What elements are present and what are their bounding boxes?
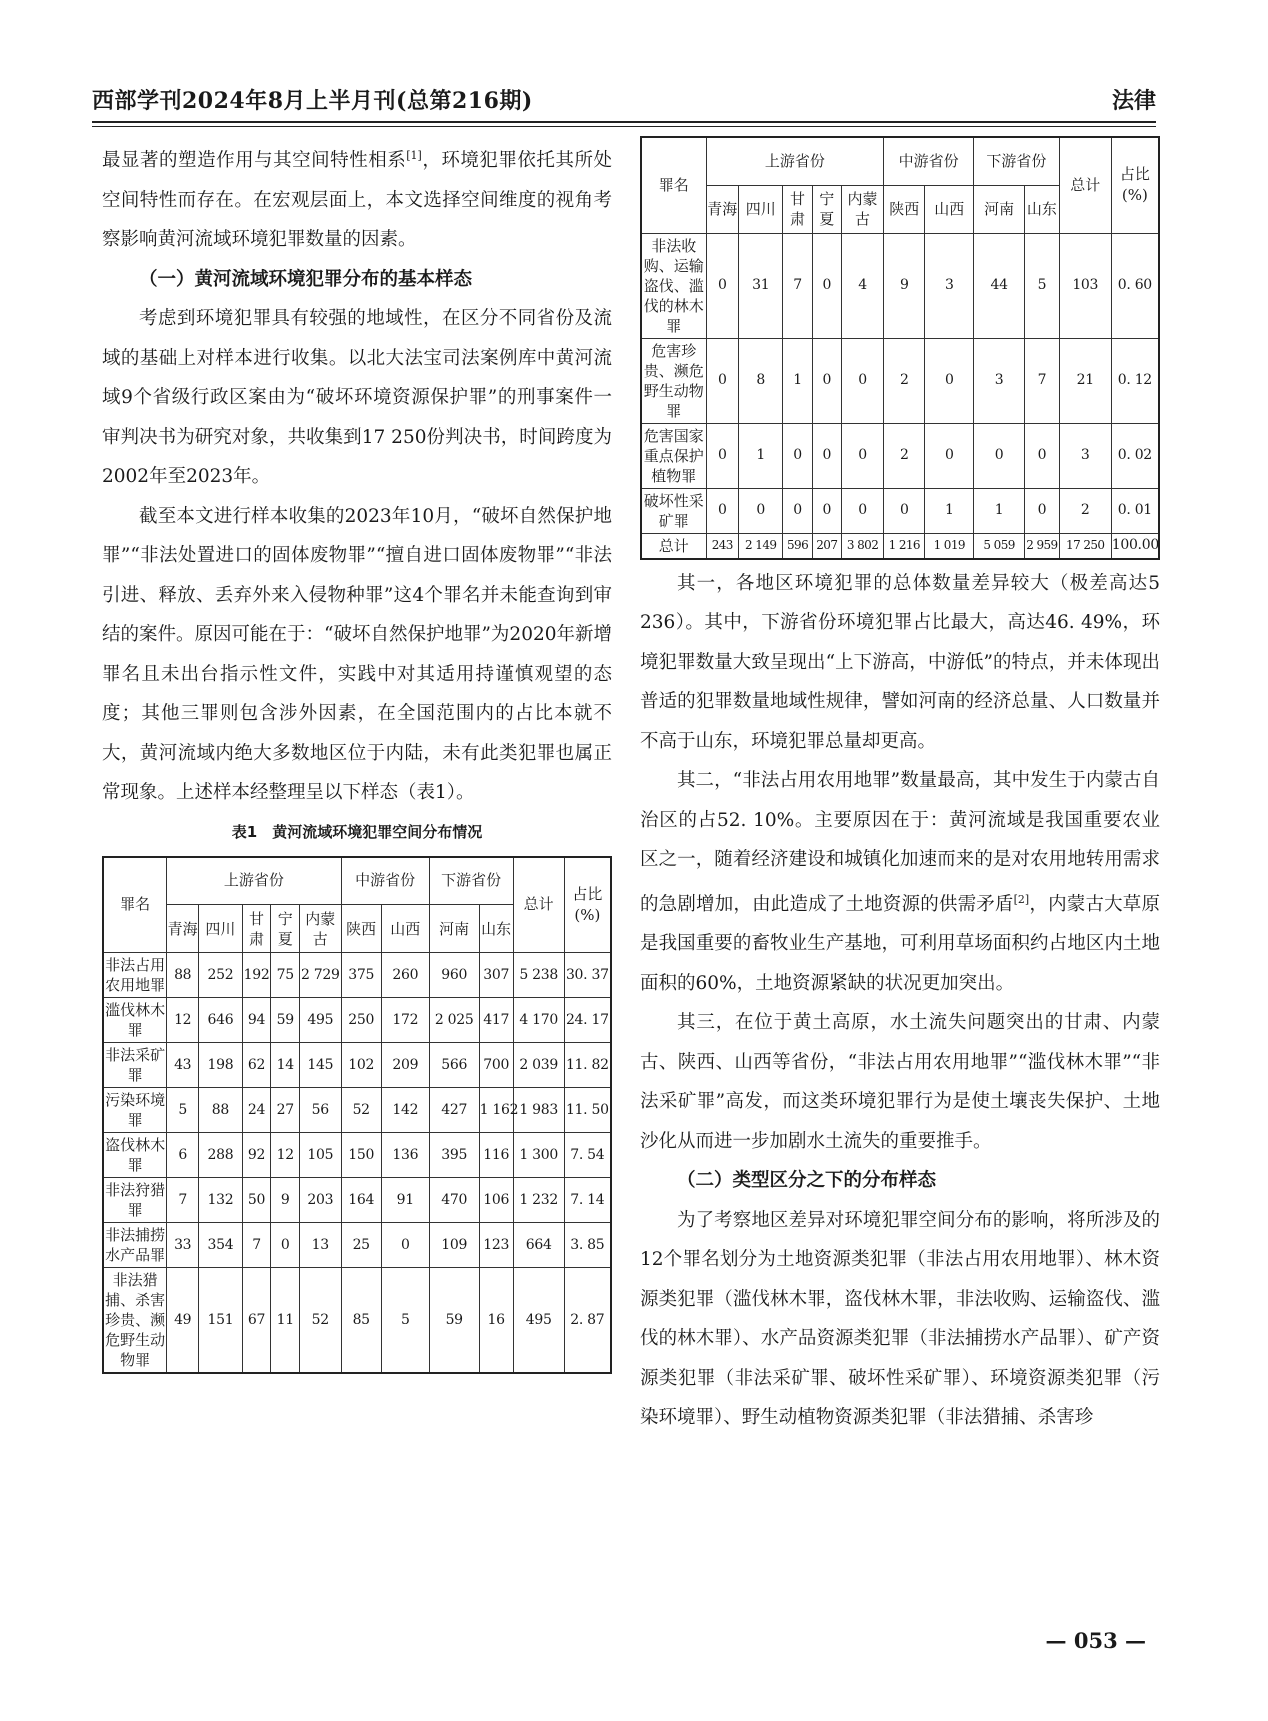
table-row: [641, 338, 1159, 423]
crime-name-cell: 非法捕捞水产品罪: [103, 1223, 167, 1268]
count-cell: 7: [167, 1178, 199, 1223]
count-cell: 44: [974, 233, 1025, 338]
table-caption: 表1 黄河流域环境犯罪空间分布情况: [231, 822, 483, 841]
col-header-province: 甘肃: [783, 185, 812, 233]
count-cell: 12: [271, 1133, 300, 1178]
col-header-upper: 上游省份: [706, 137, 884, 185]
table-row: [103, 1268, 611, 1374]
journal-title: 西部学刊2024年8月上半月刊(总第216期): [92, 88, 533, 114]
count-cell: 62: [242, 1043, 271, 1088]
crime-name-cell: 破坏性采矿罪: [641, 488, 706, 533]
total-cell: 2 039: [513, 1043, 564, 1088]
count-cell: 243: [706, 533, 739, 559]
pct-cell: 2. 87: [564, 1268, 611, 1374]
total-cell: 495: [513, 1268, 564, 1374]
pct-cell: 0. 12: [1111, 338, 1159, 423]
count-cell: 6: [167, 1133, 199, 1178]
count-cell: 88: [199, 1088, 243, 1133]
pct-cell: 0. 02: [1111, 423, 1159, 488]
count-cell: 4: [841, 233, 883, 338]
col-header-lower: 下游省份: [429, 857, 513, 905]
count-cell: 105: [300, 1133, 341, 1178]
count-cell: 16: [479, 1268, 513, 1374]
count-cell: 427: [429, 1088, 479, 1133]
count-cell: 116: [479, 1133, 513, 1178]
count-cell: 164: [341, 1178, 381, 1223]
pct-cell: 11. 50: [564, 1088, 611, 1133]
count-cell: 9: [884, 233, 925, 338]
crime-name-cell: 污染环境罪: [103, 1088, 167, 1133]
table-row: [103, 1178, 611, 1223]
count-cell: 0: [841, 338, 883, 423]
count-cell: 250: [341, 998, 381, 1043]
paragraph: 考虑到环境犯罪具有较强的地域性，在区分不同省份及流域的基础上对样本进行收集。以北大法宝司法案例库中黄河流域9个省级行政区案由为“破坏环境资源保护罪”的刑事案件一审判决书为研究对象，共收集到17 250份判决书，时间跨度为2002年至2023年。: [102, 308, 612, 488]
pct-cell: 7. 14: [564, 1178, 611, 1223]
col-header-province: 宁夏: [812, 185, 841, 233]
count-cell: 11: [271, 1268, 300, 1374]
table-row: [641, 423, 1159, 488]
total-cell: 664: [513, 1223, 564, 1268]
count-cell: 2 025: [429, 998, 479, 1043]
header-rule-thin: [92, 126, 1156, 127]
paragraph: 其三，在位于黄土高原，水土流失问题突出的甘肃、内蒙古、陕西、山西等省份，“非法占用农用地罪”“滥伐林木罪”“非法采矿罪”高发，而这类环境犯罪行为是使土壤丧失保护、土地沙化从而进一步加剧水土流失的重要推手。: [640, 1012, 1160, 1152]
col-header-province: 甘肃: [242, 905, 271, 953]
count-cell: 354: [199, 1223, 243, 1268]
count-cell: 0: [925, 338, 974, 423]
count-cell: 142: [381, 1088, 429, 1133]
total-cell: 3: [1059, 423, 1111, 488]
col-header-middle: 中游省份: [884, 137, 974, 185]
count-cell: 1: [974, 488, 1025, 533]
col-header-province: 山东: [479, 905, 513, 953]
section-heading: （二）类型区分之下的分布样态: [677, 1170, 937, 1192]
paragraph: [640, 761, 1160, 1003]
citation-ref: [1]: [406, 149, 422, 162]
col-header-province: 内蒙古: [841, 185, 883, 233]
table-row: [103, 1043, 611, 1088]
col-header-total: 总计: [1059, 137, 1111, 233]
count-cell: 252: [199, 953, 243, 998]
count-cell: 0: [841, 488, 883, 533]
count-cell: 198: [199, 1043, 243, 1088]
paragraph: 其一，各地区环境犯罪的总体数量差异较大（极差高达5 236）。其中，下游省份环境犯罪占比最大，高达46. 49%，环境犯罪数量大致呈现出“上下游高，中游低”的特点，并未体现出普适的犯罪数量地域性规律，譬如河南的经济总量、人口数量并不高于山东，环境犯罪总量却更高。: [640, 572, 1160, 752]
total-cell: 21: [1059, 338, 1111, 423]
col-header-province: 山西: [381, 905, 429, 953]
count-cell: 27: [271, 1088, 300, 1133]
col-header-province: 青海: [706, 185, 739, 233]
count-cell: 3 802: [841, 533, 883, 559]
table-row: [103, 998, 611, 1043]
crime-name-cell: 滥伐林木罪: [103, 998, 167, 1043]
count-cell: 59: [429, 1268, 479, 1374]
count-cell: 0: [841, 423, 883, 488]
count-cell: 14: [271, 1043, 300, 1088]
text: 其二，“非法占用农用地罪”数量最高，其中发生于内蒙古自治区的占52. 10%。主要原因在于：黄河流域是我国重要农业区之一，随着经济建设和城镇化加速而来的是对农用地转用需求的急剧增加，由此造成了土地资源的供需矛盾: [640, 770, 1160, 915]
col-header-province: 四川: [199, 905, 243, 953]
crime-name-cell: 危害国家重点保护植物罪: [641, 423, 706, 488]
count-cell: 0: [812, 488, 841, 533]
count-cell: 92: [242, 1133, 271, 1178]
count-cell: 1: [783, 338, 812, 423]
total-cell: 1 300: [513, 1133, 564, 1178]
citation-ref: [2]: [1013, 892, 1030, 906]
count-cell: 5: [167, 1088, 199, 1133]
col-header-province: 内蒙古: [300, 905, 341, 953]
count-cell: 0: [974, 423, 1025, 488]
count-cell: 646: [199, 998, 243, 1043]
count-cell: 0: [271, 1223, 300, 1268]
count-cell: 566: [429, 1043, 479, 1088]
count-cell: 0: [706, 423, 739, 488]
count-cell: 260: [381, 953, 429, 998]
count-cell: 207: [812, 533, 841, 559]
count-cell: 109: [429, 1223, 479, 1268]
crime-name-cell: 非法狩猎罪: [103, 1178, 167, 1223]
crime-name-cell: 非法采矿罪: [103, 1043, 167, 1088]
count-cell: 203: [300, 1178, 341, 1223]
text: 最显著的塑造作用与其空间特性相系: [102, 150, 407, 172]
col-header-pct: 占比(%): [1111, 137, 1159, 233]
data-table-continued: [640, 136, 1160, 560]
running-header: [92, 78, 1156, 122]
count-cell: 172: [381, 998, 429, 1043]
count-cell: 2 729: [300, 953, 341, 998]
count-cell: 2 959: [1025, 533, 1060, 559]
crime-name-cell: 非法收购、运输盗伐、滥伐的林木罪: [641, 233, 706, 338]
count-cell: 8: [739, 338, 783, 423]
count-cell: 59: [271, 998, 300, 1043]
pct-cell: 7. 54: [564, 1133, 611, 1178]
data-table: [102, 856, 612, 1375]
count-cell: 307: [479, 953, 513, 998]
crime-name-cell: 非法猎捕、杀害珍贵、濒危野生动物罪: [103, 1268, 167, 1374]
count-cell: 31: [739, 233, 783, 338]
pct-cell: 0. 01: [1111, 488, 1159, 533]
text: ，内蒙古大草原是我国重要的畜牧业生产基地，可利用草场面积约占地区内土地面积的60%，土地资源紧缺的状况更加突出。: [640, 893, 1160, 994]
count-cell: 33: [167, 1223, 199, 1268]
count-cell: 700: [479, 1043, 513, 1088]
count-cell: 1 019: [925, 533, 974, 559]
pct-cell: 11. 82: [564, 1043, 611, 1088]
count-cell: 9: [271, 1178, 300, 1223]
total-cell: 5 238: [513, 953, 564, 998]
total-cell: 2: [1059, 488, 1111, 533]
pct-cell: 100.00: [1111, 533, 1159, 559]
col-header-lower: 下游省份: [974, 137, 1060, 185]
total-cell: 1 232: [513, 1178, 564, 1223]
paragraph: [102, 136, 612, 260]
text: ，环境犯罪依托其所处空间特性而存在。在宏观层面上，本文选择空间维度的视角考察影响黄河流域环境犯罪数量的因素。: [102, 150, 612, 251]
count-cell: 151: [199, 1268, 243, 1374]
crime-name-cell: 盗伐林木罪: [103, 1133, 167, 1178]
col-header-crime: 罪名: [641, 137, 706, 233]
col-header-total: 总计: [513, 857, 564, 953]
col-header-province: 宁夏: [271, 905, 300, 953]
table-row: [103, 1133, 611, 1178]
count-cell: 136: [381, 1133, 429, 1178]
total-cell: 103: [1059, 233, 1111, 338]
count-cell: 0: [925, 423, 974, 488]
count-cell: 102: [341, 1043, 381, 1088]
count-cell: 7: [242, 1223, 271, 1268]
table-row: [103, 1088, 611, 1133]
section-label: 法律: [1111, 88, 1156, 114]
count-cell: 75: [271, 953, 300, 998]
crime-name-cell: 总计: [641, 533, 706, 559]
count-cell: 85: [341, 1268, 381, 1374]
count-cell: 5: [381, 1268, 429, 1374]
col-header-province: 青海: [167, 905, 199, 953]
col-header-province: 山西: [925, 185, 974, 233]
count-cell: 0: [783, 488, 812, 533]
count-cell: 0: [884, 488, 925, 533]
count-cell: 1: [739, 423, 783, 488]
col-header-province: 山东: [1025, 185, 1060, 233]
count-cell: 88: [167, 953, 199, 998]
count-cell: 67: [242, 1268, 271, 1374]
count-cell: 2: [884, 423, 925, 488]
table-row: [641, 533, 1159, 559]
count-cell: 192: [242, 953, 271, 998]
pct-cell: 30. 37: [564, 953, 611, 998]
crime-name-cell: 危害珍贵、濒危野生动物罪: [641, 338, 706, 423]
count-cell: 3: [974, 338, 1025, 423]
count-cell: 3: [925, 233, 974, 338]
table-row: [103, 1223, 611, 1268]
total-cell: 17 250: [1059, 533, 1111, 559]
count-cell: 50: [242, 1178, 271, 1223]
count-cell: 106: [479, 1178, 513, 1223]
count-cell: 91: [381, 1178, 429, 1223]
count-cell: 56: [300, 1088, 341, 1133]
count-cell: 49: [167, 1268, 199, 1374]
count-cell: 0: [812, 233, 841, 338]
count-cell: 596: [783, 533, 812, 559]
col-header-province: 河南: [429, 905, 479, 953]
count-cell: 470: [429, 1178, 479, 1223]
page-number: — 053 —: [1045, 1628, 1146, 1653]
pct-cell: 24. 17: [564, 998, 611, 1043]
count-cell: 2 149: [739, 533, 783, 559]
count-cell: 52: [300, 1268, 341, 1374]
count-cell: 0: [706, 488, 739, 533]
right-column: [640, 136, 1160, 1438]
count-cell: 5: [1025, 233, 1060, 338]
count-cell: 0: [783, 423, 812, 488]
count-cell: 0: [812, 423, 841, 488]
count-cell: 25: [341, 1223, 381, 1268]
left-column: [102, 136, 612, 1374]
col-header-middle: 中游省份: [341, 857, 429, 905]
col-header-province: 河南: [974, 185, 1025, 233]
count-cell: 52: [341, 1088, 381, 1133]
count-cell: 123: [479, 1223, 513, 1268]
col-header-crime: 罪名: [103, 857, 167, 953]
section-heading: （一）黄河流域环境犯罪分布的基本样态: [139, 268, 473, 290]
pct-cell: 3. 85: [564, 1223, 611, 1268]
count-cell: 0: [1025, 488, 1060, 533]
count-cell: 0: [706, 233, 739, 338]
table-row: [103, 953, 611, 998]
count-cell: 0: [381, 1223, 429, 1268]
col-header-pct: 占比(%): [564, 857, 611, 953]
count-cell: 24: [242, 1088, 271, 1133]
col-header-province: 陕西: [341, 905, 381, 953]
count-cell: 150: [341, 1133, 381, 1178]
count-cell: 145: [300, 1043, 341, 1088]
count-cell: 495: [300, 998, 341, 1043]
count-cell: 12: [167, 998, 199, 1043]
total-cell: 4 170: [513, 998, 564, 1043]
count-cell: 0: [812, 338, 841, 423]
count-cell: 13: [300, 1223, 341, 1268]
count-cell: 1 216: [884, 533, 925, 559]
count-cell: 43: [167, 1043, 199, 1088]
col-header-province: 陕西: [884, 185, 925, 233]
table-row: [641, 488, 1159, 533]
paragraph: 截至本文进行样本收集的2023年10月，“破坏自然保护地罪”“非法处置进口的固体废物罪”“擅自进口固体废物罪”“非法引进、释放、丢弃外来入侵物种罪”这4个罪名并未能查询到审结的案件。原因可能在于：“破坏自然保护地罪”为2020年新增罪名且未出台指示性文件，实践中对其适用持谨慎观望的态度；其他三罪则包含涉外因素，在全国范围内的占比本就不大，黄河流域内绝大多数地区位于内陆，未有此类犯罪也属正常现象。上述样本经整理呈以下样态（表1）。: [102, 505, 612, 804]
count-cell: 209: [381, 1043, 429, 1088]
count-cell: 417: [479, 998, 513, 1043]
paragraph: 为了考察地区差异对环境犯罪空间分布的影响，将所涉及的12个罪名划分为土地资源类犯罪（非法占用农用地罪）、林木资源类犯罪（滥伐林木罪，盗伐林木罪，非法收购、运输盗伐、滥伐的林木罪）、水产品资源类犯罪（非法捕捞水产品罪）、矿产资源类犯罪（非法采矿罪、破坏性采矿罪）、环境资源类犯罪（污染环境罪）、野生动植物资源类犯罪（非法猎捕、杀害珍: [640, 1209, 1160, 1429]
count-cell: 132: [199, 1178, 243, 1223]
crime-name-cell: 非法占用农用地罪: [103, 953, 167, 998]
col-header-upper: 上游省份: [167, 857, 341, 905]
count-cell: 1: [925, 488, 974, 533]
col-header-province: 四川: [739, 185, 783, 233]
count-cell: 375: [341, 953, 381, 998]
count-cell: 7: [783, 233, 812, 338]
count-cell: 0: [1025, 423, 1060, 488]
count-cell: 288: [199, 1133, 243, 1178]
count-cell: 0: [739, 488, 783, 533]
count-cell: 2: [884, 338, 925, 423]
count-cell: 960: [429, 953, 479, 998]
table-row: [641, 233, 1159, 338]
count-cell: 7: [1025, 338, 1060, 423]
pct-cell: 0. 60: [1111, 233, 1159, 338]
total-cell: 1 983: [513, 1088, 564, 1133]
count-cell: 1 162: [479, 1088, 513, 1133]
count-cell: 395: [429, 1133, 479, 1178]
count-cell: 94: [242, 998, 271, 1043]
count-cell: 5 059: [974, 533, 1025, 559]
header-rule: [92, 121, 1156, 123]
count-cell: 0: [706, 338, 739, 423]
